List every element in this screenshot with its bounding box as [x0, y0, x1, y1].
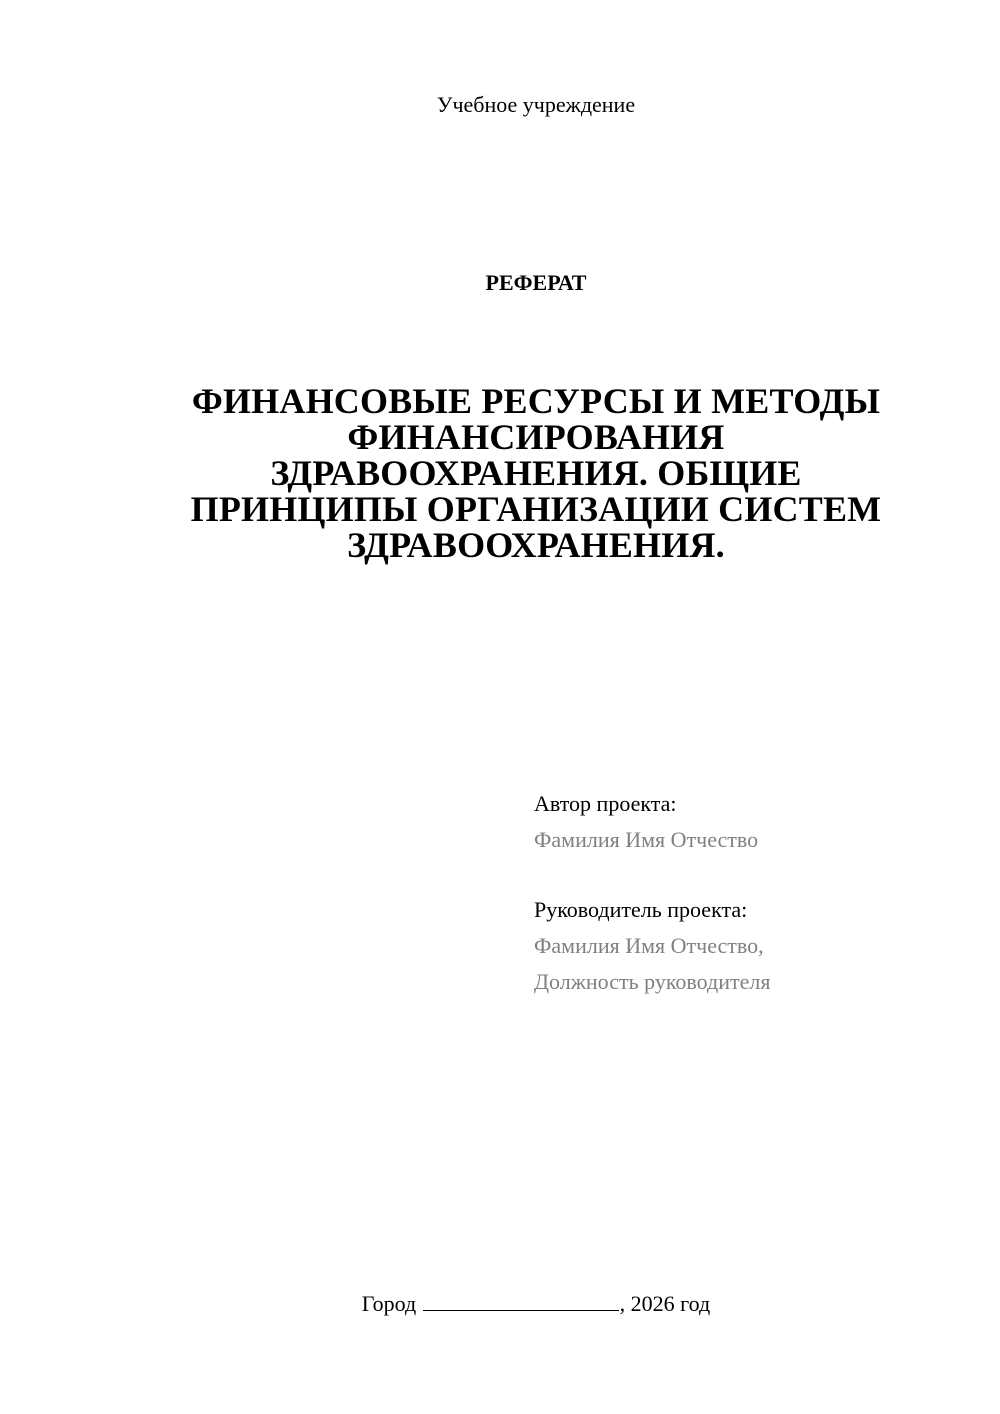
title-line: ЗДРАВООХРАНЕНИЯ. ОБЩИЕ	[270, 453, 802, 493]
supervisor-position: Должность руководителя	[534, 969, 771, 994]
city-blank-underline	[423, 1290, 619, 1311]
author-label: Автор проекта:	[534, 791, 677, 816]
author-name: Фамилия Имя Отчество	[534, 827, 759, 852]
city-label: Город	[361, 1291, 417, 1316]
institution-name: Учебное учреждение	[436, 92, 636, 117]
title-line: ЗДРАВООХРАНЕНИЯ.	[347, 525, 725, 565]
title-line: ПРИНЦИПЫ ОРГАНИЗАЦИИ СИСТЕМ	[190, 489, 882, 529]
supervisor-label: Руководитель проекта:	[534, 897, 748, 922]
document-type: РЕФЕРАТ	[485, 270, 587, 295]
title-line: ФИНАНСОВЫЕ РЕСУРСЫ И МЕТОДЫ	[191, 381, 881, 421]
supervisor-block	[534, 892, 770, 1000]
supervisor-name: Фамилия Имя Отчество,	[534, 933, 764, 958]
year-label: , 2026 год	[619, 1291, 711, 1316]
document-title	[150, 383, 922, 563]
author-block	[534, 786, 758, 858]
title-line: ФИНАНСИРОВАНИЯ	[347, 417, 725, 457]
city-year-line	[0, 1290, 1000, 1318]
